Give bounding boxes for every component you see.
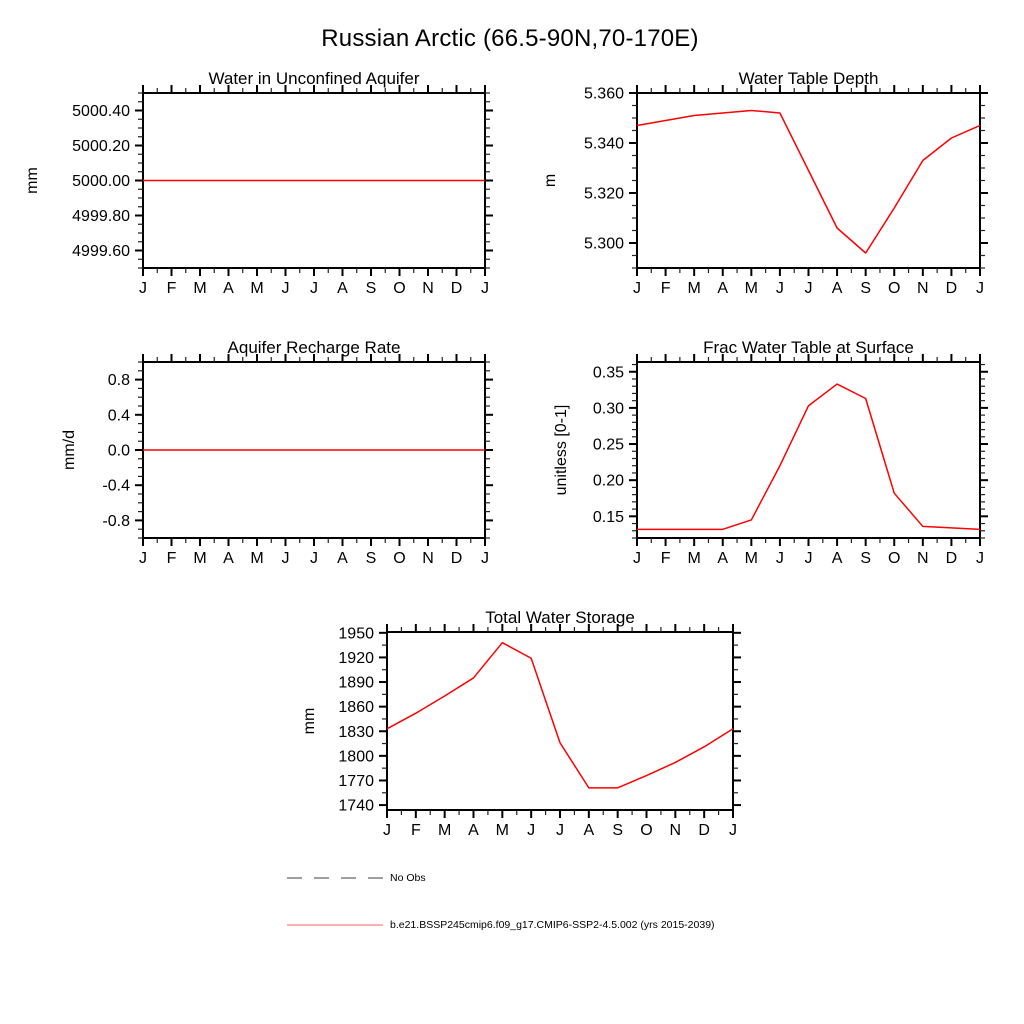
x-tick-label: J [383, 822, 391, 839]
y-axis [338, 625, 741, 814]
subplot-title: Total Water Storage [485, 608, 635, 627]
x-tick-label: A [717, 280, 729, 297]
x-tick-label: F [660, 550, 671, 567]
y-tick-label: 1800 [338, 748, 374, 766]
y-tick-label: 5000.40 [72, 103, 130, 120]
x-tick-label: A [223, 280, 234, 297]
x-tick-label: F [166, 550, 177, 567]
y-tick-label: 1920 [338, 649, 374, 667]
x-tick-label: A [468, 822, 479, 839]
y-tick-label: 1860 [338, 699, 374, 717]
y-axis-title: mm [24, 167, 41, 194]
x-tick-label: J [281, 550, 290, 567]
x-tick-label: J [481, 280, 489, 297]
legend-label-no-obs: No Obs [390, 872, 426, 884]
x-tick-label: J [556, 822, 564, 839]
x-axis [139, 85, 489, 297]
y-tick-label: 1770 [338, 772, 374, 790]
y-axis-title: m [542, 173, 559, 188]
legend-label-model: b.e21.BSSP245cmip6.f09_g17.CMIP6-SSP2-4.5.002 (yrs 2015-2039) [390, 919, 715, 931]
x-tick-label: M [687, 550, 701, 567]
x-tick-label: F [410, 822, 421, 839]
x-tick-label: O [888, 550, 901, 567]
y-tick-label: 1830 [338, 723, 374, 741]
x-tick-label: S [860, 550, 872, 567]
x-tick-label: J [527, 822, 536, 839]
y-tick-label: 1740 [338, 797, 374, 815]
y-tick-label: 5.340 [583, 135, 624, 153]
y-tick-label: -0.4 [102, 477, 130, 495]
y-axis-title: mm/d [61, 430, 78, 470]
x-axis [633, 354, 984, 567]
y-tick-label: 0.25 [592, 436, 624, 454]
y-axis-title: mm [301, 707, 318, 735]
x-tick-label: J [633, 280, 641, 297]
x-tick-label: M [193, 280, 207, 297]
x-tick-label: N [422, 280, 434, 297]
y-tick-label: 0.20 [592, 472, 624, 490]
data-line-total-water-storage [387, 643, 733, 788]
x-tick-label: D [945, 550, 958, 567]
x-tick-label: M [438, 822, 452, 839]
x-tick-label: A [717, 550, 729, 567]
x-tick-label: F [166, 280, 177, 297]
x-tick-label: J [281, 280, 290, 297]
x-axis [139, 354, 489, 567]
subplot-title: Aquifer Recharge Rate [227, 338, 401, 357]
x-tick-label: F [660, 280, 671, 297]
y-tick-label: 1890 [338, 674, 374, 692]
subplot-title: Water in Unconfined Aquifer [208, 69, 420, 88]
x-tick-label: J [976, 280, 984, 297]
x-tick-label: A [583, 822, 595, 839]
y-tick-label: 0.15 [592, 508, 624, 526]
y-tick-label: 4999.80 [72, 208, 130, 225]
x-axis [383, 624, 737, 839]
y-axis [584, 86, 988, 269]
subplot-title: Water Table Depth [738, 69, 879, 88]
x-tick-label: J [139, 280, 147, 297]
chart-aquifer-recharge-rate [61, 338, 493, 567]
x-tick-label: J [976, 550, 984, 567]
x-tick-label: M [687, 280, 701, 297]
x-tick-label: A [337, 550, 348, 567]
x-tick-label: M [744, 550, 758, 567]
chart-total-water-storage [301, 608, 741, 839]
x-tick-label: M [193, 550, 207, 567]
x-tick-label: M [744, 280, 758, 297]
y-axis [593, 364, 988, 538]
y-tick-label: 5000.20 [72, 138, 130, 155]
y-axis-title: unitless [0-1] [553, 404, 570, 496]
x-tick-label: J [804, 280, 813, 297]
x-tick-label: D [450, 280, 463, 297]
plot-frame [637, 93, 980, 268]
x-tick-label: J [633, 550, 641, 567]
x-tick-label: M [495, 822, 509, 839]
x-tick-label: J [775, 550, 784, 567]
x-tick-label: N [917, 280, 929, 297]
x-tick-label: A [831, 280, 843, 297]
x-tick-label: N [422, 550, 434, 567]
chart-water-table-depth [542, 69, 988, 297]
x-tick-label: M [250, 550, 264, 567]
x-tick-label: A [223, 550, 234, 567]
y-tick-label: 0.4 [107, 407, 130, 425]
x-tick-label: S [860, 280, 872, 297]
x-tick-label: O [640, 822, 653, 839]
y-tick-label: 5.320 [583, 185, 624, 203]
x-tick-label: O [888, 280, 901, 297]
plot-frame [387, 632, 733, 810]
subplot-title: Frac Water Table at Surface [703, 338, 914, 357]
x-tick-label: J [310, 550, 318, 567]
x-tick-label: S [365, 280, 377, 297]
figure-title: Russian Arctic (66.5-90N,70-170E) [321, 25, 699, 52]
y-tick-label: 0.0 [107, 442, 130, 460]
y-tick-label: 0.30 [592, 400, 624, 418]
x-tick-label: N [917, 550, 929, 567]
data-line-water-table-depth [637, 111, 980, 254]
chart-frac-water-table-at-surface [553, 338, 988, 567]
x-tick-label: J [804, 550, 813, 567]
x-tick-label: O [393, 280, 406, 297]
y-tick-label: 5.360 [583, 85, 624, 103]
x-tick-label: D [945, 280, 958, 297]
y-tick-label: 4999.60 [72, 243, 130, 260]
x-tick-label: N [669, 822, 682, 839]
x-tick-label: J [729, 822, 737, 839]
x-tick-label: D [698, 822, 710, 839]
y-tick-label: 1950 [338, 625, 374, 643]
x-tick-label: O [393, 550, 406, 567]
y-tick-label: 5.300 [583, 235, 624, 253]
x-tick-label: J [775, 280, 784, 297]
x-tick-label: A [337, 280, 348, 297]
y-tick-label: 5000.00 [72, 173, 130, 190]
x-tick-label: J [481, 550, 489, 567]
data-line-frac-water-table-at-surface [637, 384, 980, 529]
x-tick-label: J [139, 550, 147, 567]
x-tick-label: S [612, 822, 624, 839]
x-tick-label: S [365, 550, 377, 567]
x-tick-label: M [250, 280, 264, 297]
y-tick-label: -0.8 [102, 512, 130, 530]
y-tick-label: 0.35 [592, 364, 624, 382]
x-tick-label: D [450, 550, 463, 567]
y-tick-label: 0.8 [107, 372, 130, 390]
plot-frame [637, 362, 980, 538]
chart-water-in-unconfined-aquifer [24, 69, 493, 297]
x-tick-label: A [831, 550, 843, 567]
x-tick-label: J [310, 280, 318, 297]
